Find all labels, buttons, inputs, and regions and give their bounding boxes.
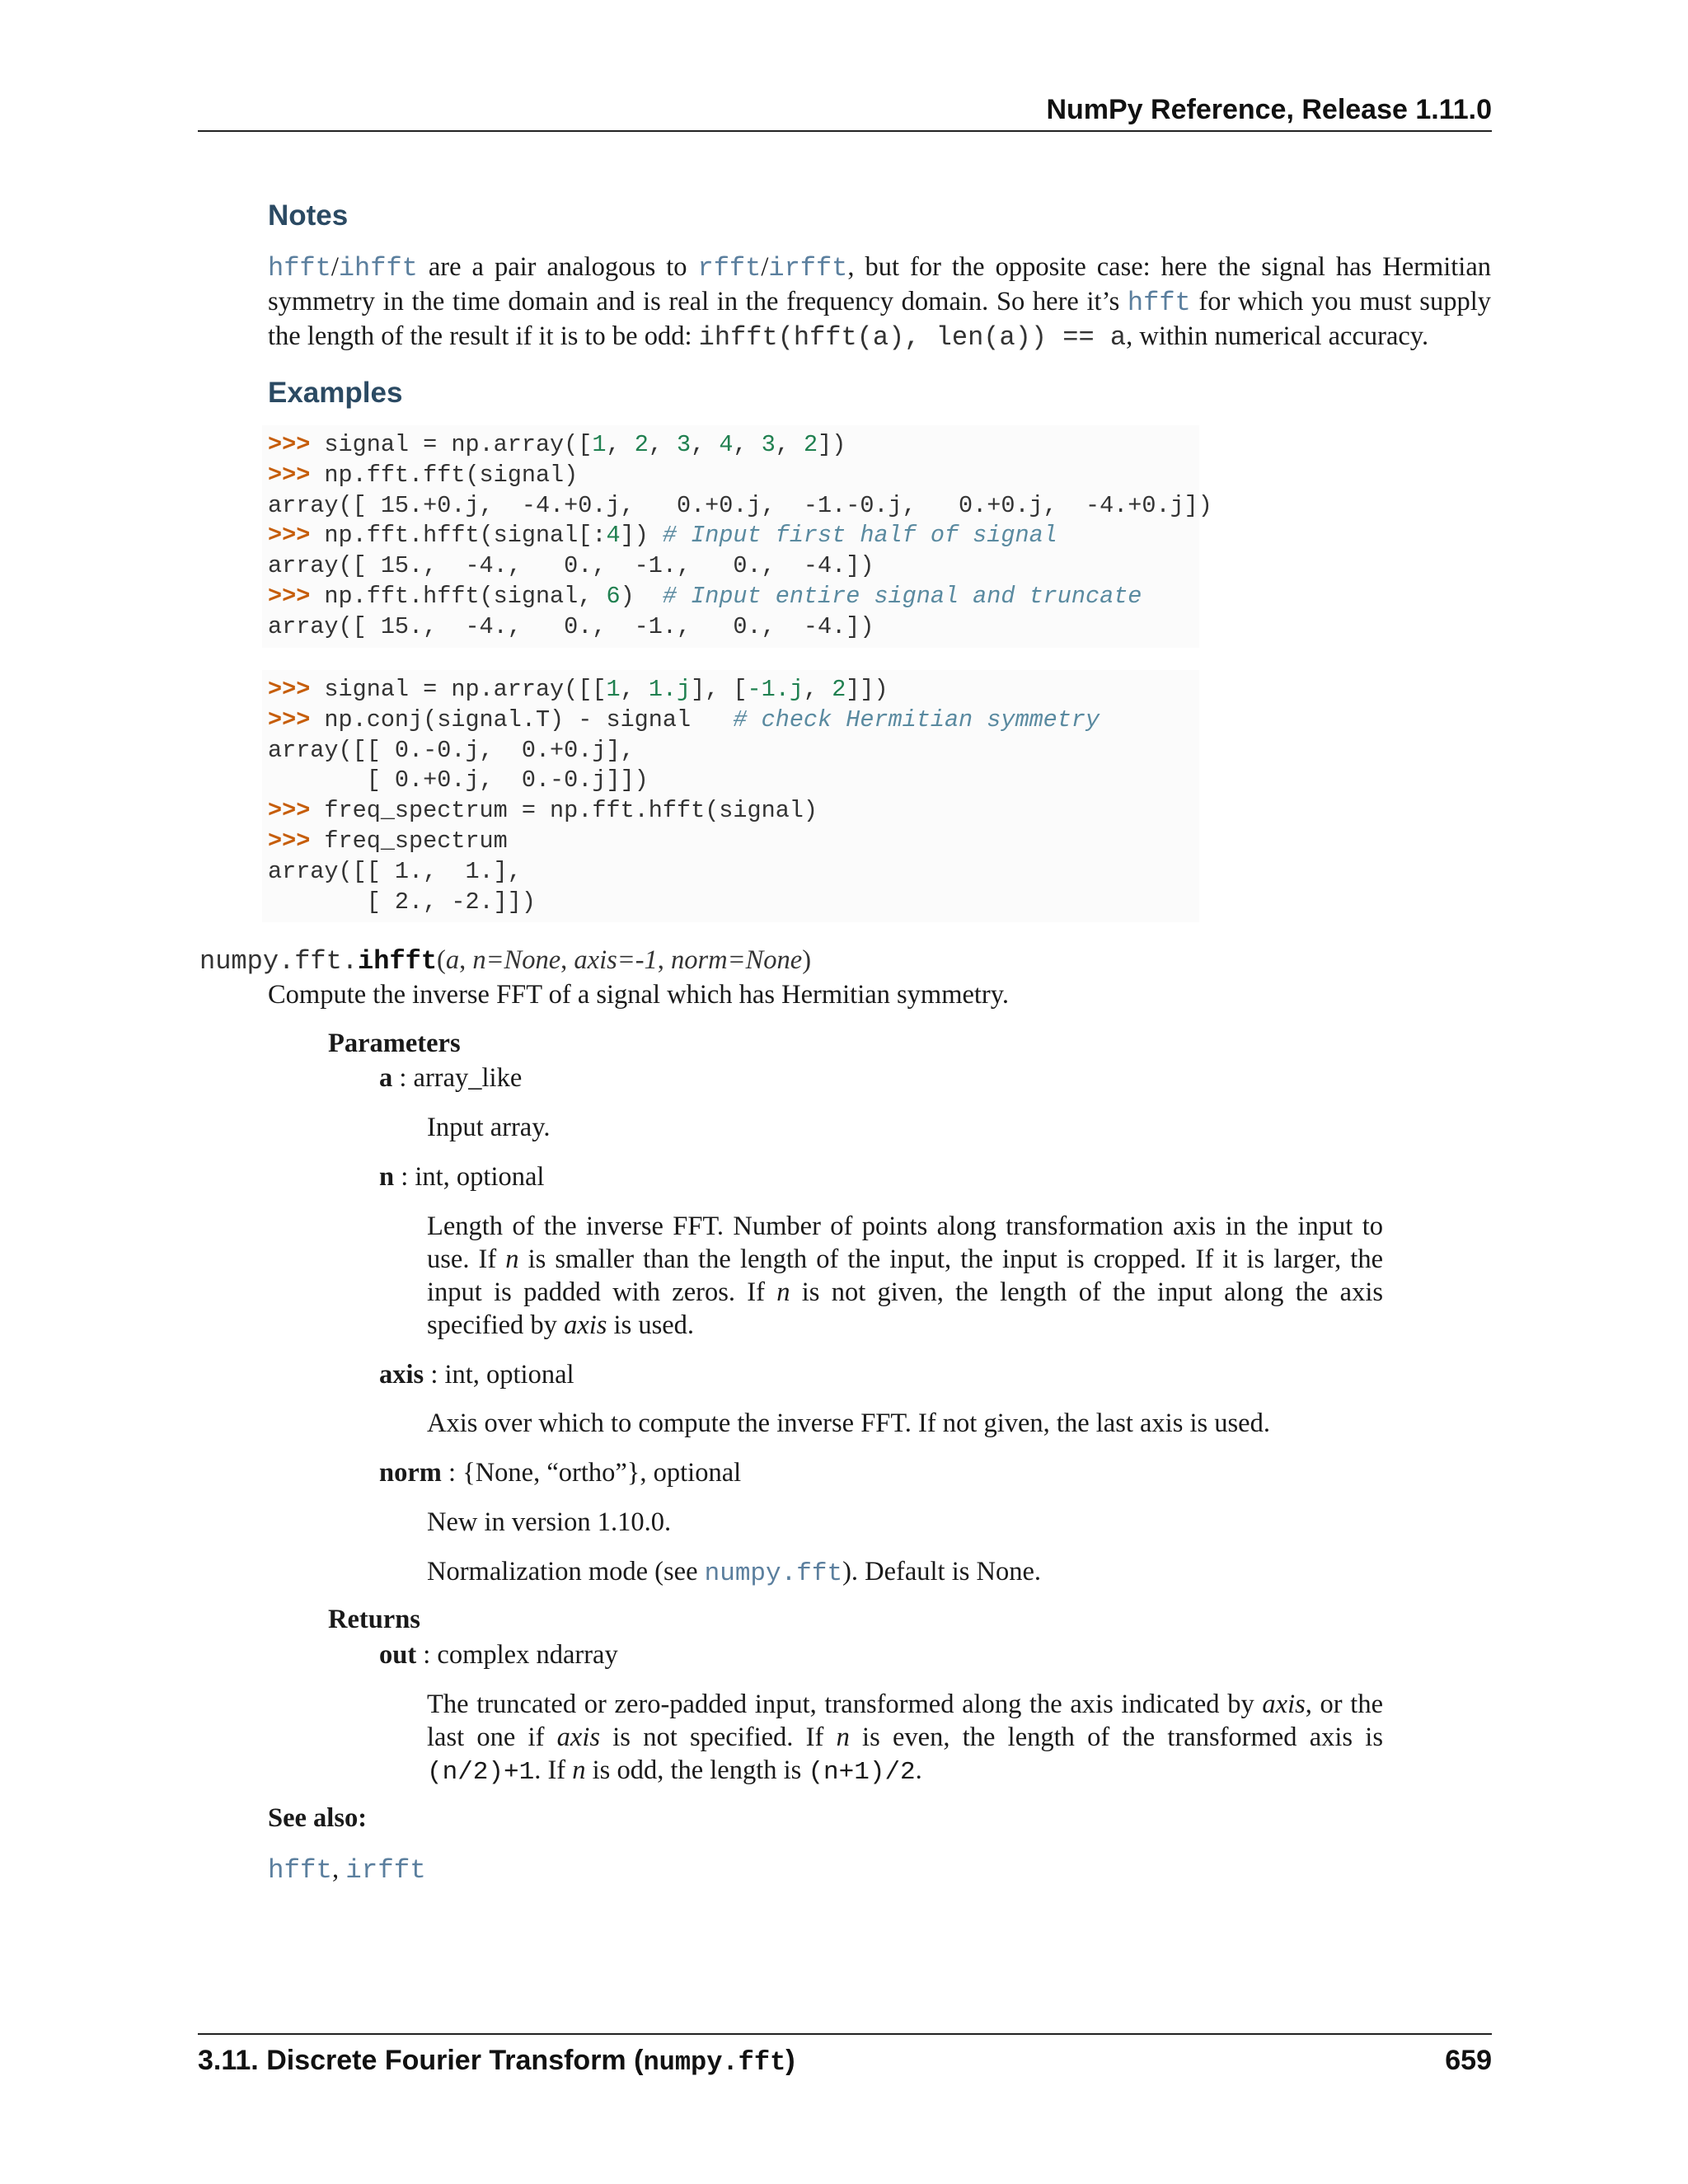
param-n-line: n : int, optional — [379, 1162, 545, 1192]
returns-heading: Returns — [328, 1605, 420, 1634]
notes-heading: Notes — [268, 199, 349, 232]
running-header — [198, 92, 1492, 132]
return-out-line: out : complex ndarray — [379, 1640, 618, 1670]
param-a-desc: Input array. — [427, 1113, 551, 1142]
example-code-block-2: >>> signal = np.array([[1, 1.j], [-1.j, 2]]) >>> np.conj(signal.T) - signal # check Hermitian symmetry array([[ 0.-0.j, 0.+0.j], [ 0.+0.j, 0.-0.j]]) >>> freq_spectrum = np.fft.hfft(signal) >>> freq_spectrum array([[ 1., 1.], [ 2., -2.]]) — [262, 670, 1199, 922]
param-norm: norm=None — [671, 945, 803, 975]
example-code-block-1: >>> signal = np.array([1, 2, 3, 4, 3, 2]) >>> np.fft.fft(signal) array([ 15.+0.j, -4.+0.j, 0.+0.j, -1.-0.j, 0.+0.j, -4.+0.j]) >>> np.fft.hfft(signal[:4]) # Input first half of signal array([ 15., -4., 0., -1., 0., -4.]) >>> np.fft.hfft(signal, 6) # Input entire signal and truncate array([ 15., -4., 0., -1., 0., -4.]) — [262, 425, 1199, 648]
function-summary: Compute the inverse FFT of a signal which has Hermitian symmetry. — [268, 980, 1010, 1010]
param-norm-line: norm : {None, “ortho”}, optional — [379, 1458, 742, 1488]
function-signature: numpy.fft.ihfft(a, n=None, axis=-1, norm=None) — [199, 945, 812, 977]
param-n-desc: Length of the inverse FFT. Number of points along transformation axis in the input to use. If n is smaller than the length of the input, the input is cropped. If it is larger, the input is padded with zeros. If n is not given, the length of the input along the axis specified by axis is used. — [427, 1212, 1383, 1340]
irfft-link[interactable]: irfft — [768, 253, 848, 284]
notes-inline-code: ihfft(hfft(a), len(a)) == a — [698, 322, 1127, 353]
code-comment: # Input entire signal and truncate — [662, 582, 1142, 610]
running-header-title: NumPy Reference, Release 1.11.0 — [1046, 94, 1492, 125]
rfft-link[interactable]: rfft — [697, 253, 762, 284]
parameters-heading: Parameters — [328, 1029, 461, 1058]
code-comment: # check Hermitian symmetry — [733, 705, 1100, 733]
page-number: 659 — [1445, 2045, 1492, 2076]
param-a: a — [445, 945, 460, 975]
see-also-links: hfft, irfft — [268, 1854, 426, 1886]
ihfft-link[interactable]: ihfft — [338, 253, 418, 284]
return-out-desc: The truncated or zero-padded input, transformed along the axis indicated by axis, or the last one if axis is not specified. If n is even, the length of the transformed axis is (n/2)+1. If n is odd, the length is (n+1)/2. — [427, 1690, 1384, 1787]
code-comment: # Input first half of signal — [662, 522, 1057, 550]
see-also-irfft-link[interactable]: irfft — [345, 1855, 426, 1886]
function-module: numpy.fft. — [199, 946, 359, 977]
param-n: n=None — [472, 945, 561, 975]
param-axis: axis=-1 — [574, 945, 658, 975]
function-name: ihfft — [358, 946, 438, 977]
see-also-hfft-link[interactable]: hfft — [268, 1855, 333, 1886]
footer-section-title: 3.11. Discrete Fourier Transform (numpy.fft) — [198, 2045, 795, 2078]
page-footer — [198, 2033, 1492, 2084]
param-axis-desc: Axis over which to compute the inverse FFT. If not given, the last axis is used. — [427, 1408, 1270, 1438]
examples-heading: Examples — [268, 377, 403, 409]
notes-paragraph: hfft/ihfft are a pair analogous to rfft/irfft, but for the opposite case: here the signal has Hermitian symmetry in the time domain and is real in the frequency domain. So here it’s hfft for which you must supply the length of the result if it is to be odd: ihfft(hfft(a), len(a)) == a, within numerical accuracy. — [268, 252, 1491, 353]
numpy-fft-link[interactable]: numpy.fft — [704, 1559, 843, 1588]
param-axis-line: axis : int, optional — [379, 1360, 574, 1390]
hfft-link-2[interactable]: hfft — [1127, 288, 1191, 318]
param-norm-desc: Normalization mode (see numpy.fft). Default is None. — [427, 1557, 1042, 1588]
param-a-line: a : array_like — [379, 1063, 523, 1093]
prompt: >>> — [268, 431, 311, 458]
param-norm-version: New in version 1.10.0. — [427, 1507, 672, 1537]
see-also-heading: See also: — [268, 1803, 368, 1833]
hfft-link[interactable]: hfft — [268, 253, 331, 284]
